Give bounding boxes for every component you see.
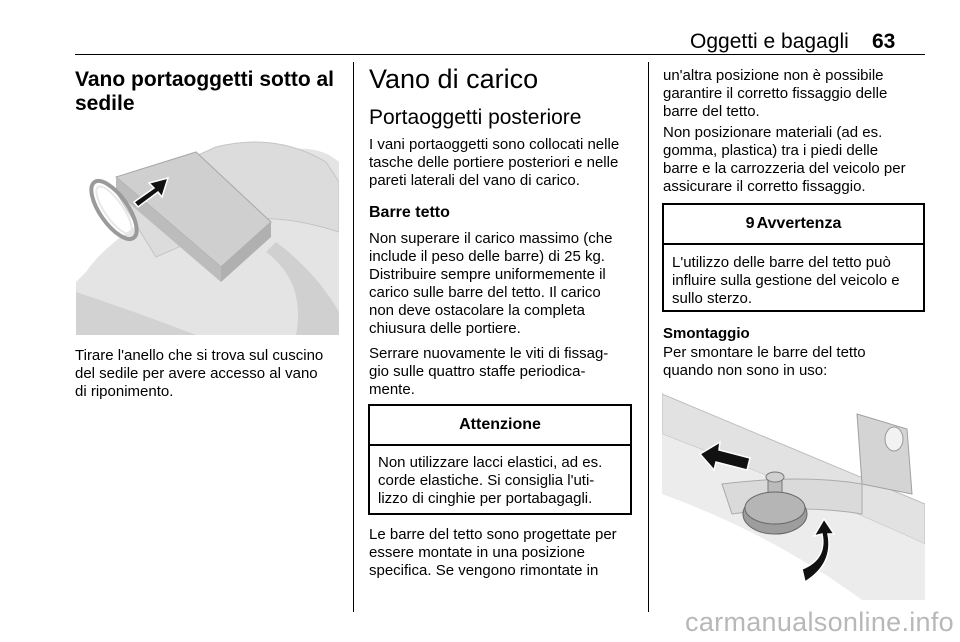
removal-text: [663, 344, 866, 380]
heading-line: sedile: [75, 92, 135, 115]
right-paragraph-2: [663, 124, 906, 196]
text-line: non deve ostacolare la completa: [369, 302, 585, 319]
attention-body: [370, 446, 630, 508]
text-line: Non posizionare materiali (ad es.: [663, 124, 883, 141]
text-line: carico sulle barre del tetto. Il carico: [369, 284, 601, 301]
warning-body: [664, 245, 923, 308]
text-line: influire sulla gestione del veicolo e: [672, 272, 900, 289]
text-line: Serrare nuovamente le viti di fissag-: [369, 345, 609, 362]
roof-bars-paragraph-3: [369, 526, 617, 580]
text-line: pareti laterali del vano di carico.: [369, 172, 580, 189]
roof-bar-removal-illustration: [662, 384, 925, 600]
column-divider-left: [353, 62, 354, 612]
roof-bars-heading: Barre tetto: [369, 204, 450, 221]
text-line: chiusura delle portiere.: [369, 320, 521, 337]
caption-line: di riponimento.: [75, 383, 174, 400]
section-title: Vano di carico: [369, 64, 539, 94]
text-line: Non superare il carico massimo (che: [369, 230, 613, 247]
underseat-caption: [75, 347, 323, 401]
text-line: Non utilizzare lacci elastici, ad es.: [378, 454, 603, 471]
text-line: L'utilizzo delle barre del tetto può: [672, 254, 891, 271]
warning-icon: 9: [745, 215, 755, 232]
page-number: 63: [872, 30, 896, 53]
caption-line: Tirare l'anello che si trova sul cuscino: [75, 347, 324, 364]
subsection-title: Portaoggetti posteriore: [369, 106, 582, 129]
text-line: corde elastiche. Si consiglia l'uti-: [378, 472, 595, 489]
text-line: sullo sterzo.: [672, 290, 753, 307]
attention-title: Attenzione: [370, 406, 630, 446]
watermark: carmanualsonline.info: [685, 607, 954, 637]
text-line: tasche delle portiere posteriori e nelle: [369, 154, 619, 171]
text-line: barre del tetto.: [663, 103, 760, 120]
heading-line: Vano portaoggetti sotto al: [75, 68, 335, 91]
warning-header: [664, 205, 923, 245]
text-line: mente.: [369, 381, 415, 398]
text-line: gomma, plastica) tra i piedi delle: [663, 142, 879, 159]
underseat-storage-heading: [75, 68, 345, 116]
text-line: gio sulle quattro staffe periodica-: [369, 363, 586, 380]
roof-bars-paragraph-2: [369, 345, 608, 399]
text-line: Distribuire sempre uniformemente il: [369, 266, 606, 283]
removal-heading: Smontaggio: [663, 325, 750, 342]
text-line: I vani portaoggetti sono collocati nelle: [369, 136, 620, 153]
text-line: essere montate in una posizione: [369, 544, 585, 561]
warning-box: [662, 203, 925, 312]
text-line: Per smontare le barre del tetto: [663, 344, 866, 361]
header-title: Oggetti e bagagli: [690, 30, 849, 53]
text-line: barre e la carrozzeria del veicolo per: [663, 160, 906, 177]
text-line: un'altra posizione non è possibile: [663, 67, 884, 84]
text-line: Le barre del tetto sono progettate per: [369, 526, 617, 543]
text-line: assicurare il corretto fissaggio.: [663, 178, 866, 195]
column-divider-right: [648, 62, 649, 612]
text-line: garantire il corretto fissaggio delle: [663, 85, 888, 102]
text-line: lizzo di cinghie per portabagagli.: [378, 490, 593, 507]
rear-storage-text: [369, 136, 619, 190]
text-line: include il peso delle barre) di 25 kg.: [369, 248, 605, 265]
text-line: quando non sono in uso:: [663, 362, 828, 379]
attention-box: [368, 404, 632, 515]
caption-line: del sedile per avere accesso al vano: [75, 365, 318, 382]
roof-bars-paragraph-1: [369, 230, 612, 338]
right-paragraph-1: [663, 67, 887, 121]
header-rule: [75, 54, 925, 55]
warning-title: Avvertenza: [756, 215, 842, 232]
text-line: specifica. Se vengono rimontate in: [369, 562, 599, 579]
seat-storage-illustration: [76, 122, 339, 335]
